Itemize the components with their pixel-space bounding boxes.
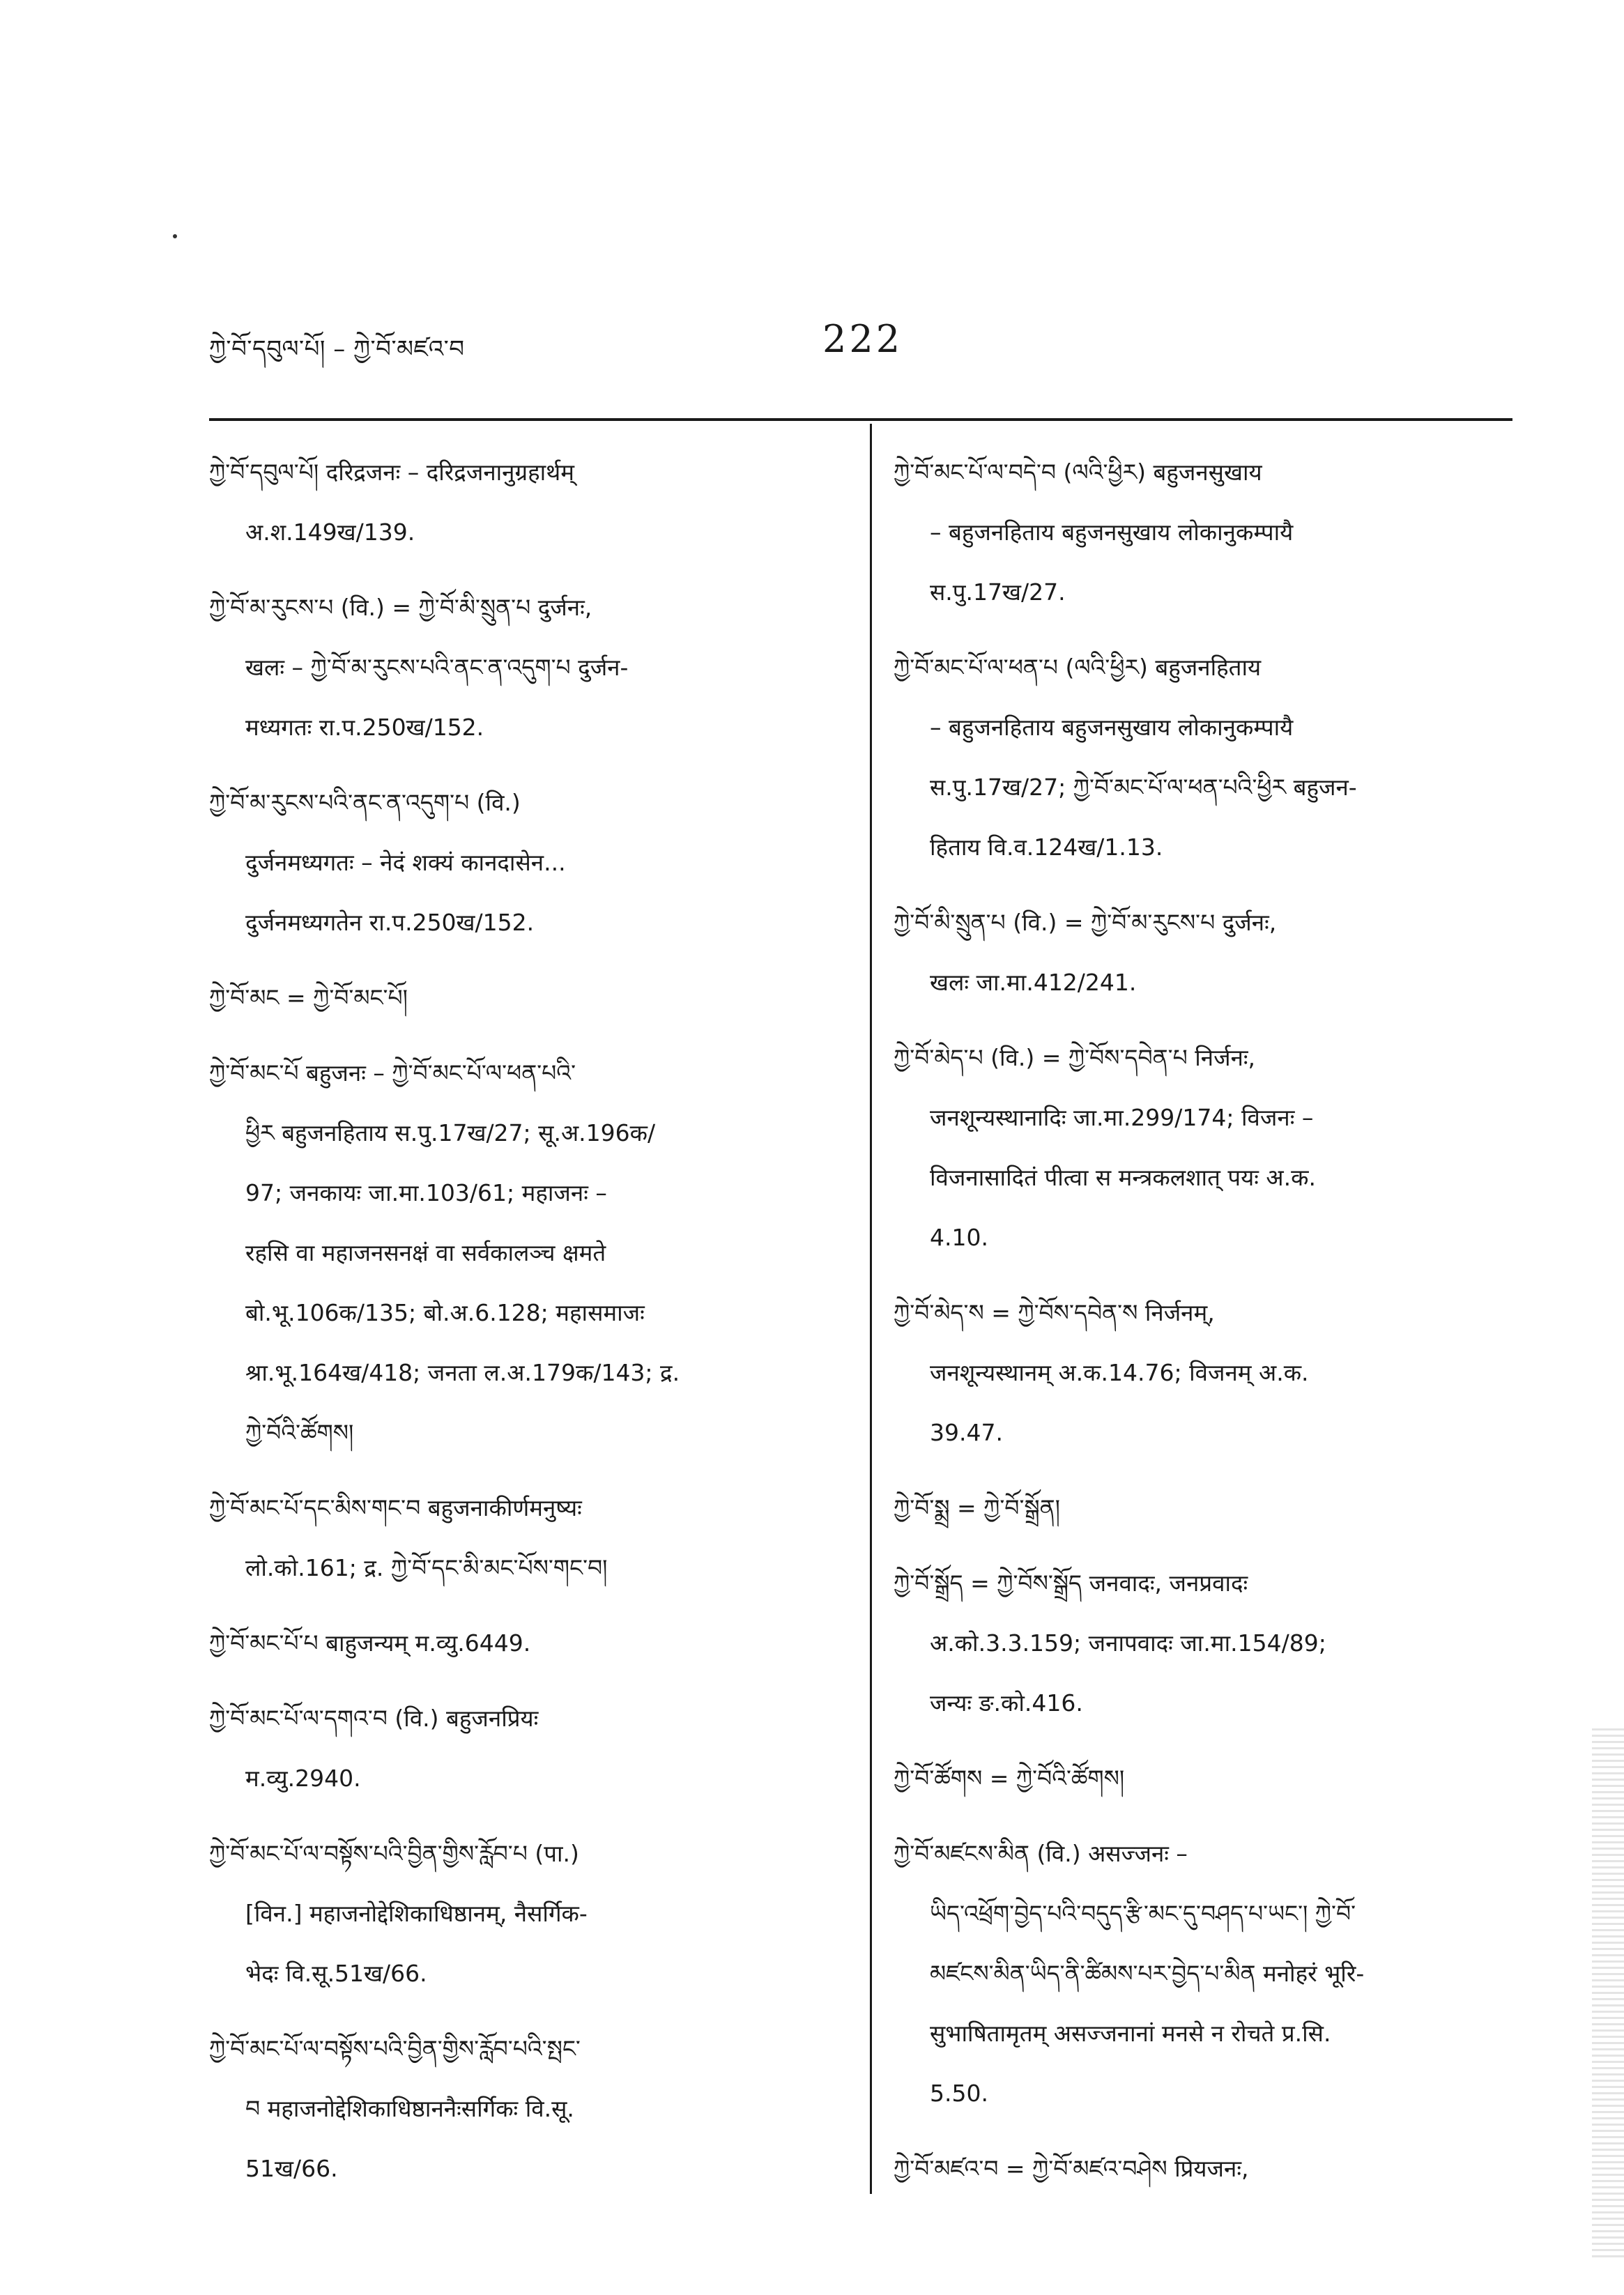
entry-headline: ཀྱེ་བོ་མང་པོ་ལ་བསྟོས་པའི་བྱིན་གྱིས་རློབ་པ (पा.) xyxy=(209,1840,579,1867)
entry-headline: ཀྱེ་བོ་མང་པོ बहुजनः – ཀྱེ་བོ་མང་པོ་ལ་ཕན་པའི་ xyxy=(209,1059,576,1087)
running-head: ཀྱེ་བོ་དབུལ་པོ། – ཀྱེ་བོ་མཛའ་བ xyxy=(209,335,465,363)
entry-headline: ཀྱེ་བོ་སྒྲོད = ཀྱེ་བོས་སྒྲོད जनवादः, जनप्रवादः xyxy=(894,1569,1248,1597)
dictionary-entry xyxy=(209,578,850,758)
entry-headline: ཀྱེ་བོ་མང་པོ་ལ་བདེ་བ (ལའི་ཕྱིར) बहुजनसुखाय xyxy=(894,459,1262,486)
entry-headline: ཀྱེ་བོ་དབུལ་པོ། दरिद्रजनः – दरिद्रजनानुग्रहार्थम् xyxy=(209,459,574,486)
entry-continuation-line: མཛངས་མིན་ཡིད་ནི་ཚིམས་པར་བྱེད་པ་མིན मनोहरं भूरि- xyxy=(930,1960,1365,1987)
entry-continuation-line: खलः – ཀྱེ་བོ་མ་རུངས་པའི་ནང་ན་འདུག་པ दुर्जन- xyxy=(245,654,629,681)
entry-continuation-line: जनशून्यस्थानम् अ.क.14.76; विजनम् अ.क. xyxy=(930,1359,1309,1386)
entry-continuation-line: म.व्यु.2940. xyxy=(245,1765,361,1792)
dictionary-entry xyxy=(209,1689,850,1809)
entry-headline: ཀྱེ་བོ་མ་རུངས་པའི་ནང་ན་འདུག་པ (वि.) xyxy=(209,789,521,816)
entry-headline: ཀྱེ་བོ་མེད་པ (वि.) = ཀྱེ་བོས་དབེན་པ निर्जनः, xyxy=(894,1044,1256,1071)
entry-continuation-line: [विन.] महाजनोद्देशिकाधिष्ठानम्, नैसर्गिक- xyxy=(245,1900,588,1927)
dictionary-entry xyxy=(894,1553,1521,1733)
dictionary-entry xyxy=(209,443,850,562)
entry-continuation-line: ཕྱིར बहुजनहिताय स.पु.17ख/27; सू.अ.196क/ xyxy=(245,1119,656,1146)
right-column xyxy=(894,443,1521,2214)
entry-headline: ཀྱེ་བོ་མང་པོ་ལ་ཕན་པ (ལའི་ཕྱིར) बहुजनहिताय xyxy=(894,654,1262,681)
left-column xyxy=(209,443,850,2214)
entry-headline: ཀྱེ་བོ་མི་སྲུན་པ (वि.) = ཀྱེ་བོ་མ་རུངས་པ दुर्जनः, xyxy=(894,909,1277,936)
entry-continuation-line: ཡིད་འཕྲོག་བྱེད་པའི་བདུད་རྩི་མང་དུ་བཤད་པ་ཡང་། ཀྱེ་བོ་ xyxy=(930,1900,1356,1927)
entry-continuation-line: हिताय वि.व.124ख/1.13. xyxy=(930,834,1163,861)
dictionary-entry xyxy=(894,893,1521,1013)
entry-headline: ཀྱེ་བོ་མཛའ་བ = ཀྱེ་བོ་མཛའ་བཤེས प्रियजनः, xyxy=(894,2155,1249,2182)
entry-continuation-line: स.पु.17ख/27. xyxy=(930,578,1066,606)
entry-headline: ཀྱེ་བོ་མང་པོ་པ बाहुजन्यम् म.व्यु.6449. xyxy=(209,1629,531,1657)
entry-continuation-line: मध्यगतः रा.प.250ख/152. xyxy=(245,714,484,741)
entry-continuation-line: विजनासादितं पीत्वा स मन्त्रकलशात् पयः अ.क. xyxy=(930,1164,1316,1191)
dictionary-entry xyxy=(894,1824,1521,2124)
entry-continuation-line: भेदः वि.सू.51ख/66. xyxy=(245,1960,427,1987)
header-rule xyxy=(209,418,1512,421)
entry-headline: ཀྱེ་བོ་མཛངས་མིན (वि.) असज्जनः – xyxy=(894,1840,1188,1867)
column-divider xyxy=(870,424,872,2194)
entry-continuation-line: 39.47. xyxy=(930,1419,1003,1446)
dictionary-entry xyxy=(209,1613,850,1673)
entry-continuation-line: रहसि वा महाजनसनक्षं वा सर्वकालञ्च क्षमते xyxy=(245,1239,606,1266)
entry-continuation-line: ཀྱེ་བོའི་ཚོགས། xyxy=(245,1419,354,1446)
entry-continuation-line: दुर्जनमध्यगतेन रा.प.250ख/152. xyxy=(245,909,535,936)
entry-headline: ཀྱེ་བོ་མང = ཀྱེ་བོ་མང་པོ། xyxy=(209,984,408,1011)
dictionary-entry xyxy=(209,773,850,953)
dictionary-entry xyxy=(209,1043,850,1463)
dictionary-entry xyxy=(209,968,850,1028)
scan-margin-noise xyxy=(1592,1728,1624,2258)
dictionary-entry xyxy=(894,443,1521,622)
entry-headline: ཀྱེ་བོ་མ་རུངས་པ (वि.) = ཀྱེ་བོ་མི་སྲུན་པ दुर्जनः, xyxy=(209,594,592,621)
entry-continuation-line: अ.को.3.3.159; जनापवादः जा.मा.154/89; xyxy=(930,1629,1326,1657)
entry-continuation-line: जनशून्यस्थानादिः जा.मा.299/174; विजनः – xyxy=(930,1104,1314,1131)
entry-continuation-line: बो.भू.106क/135; बो.अ.6.128; महासमाजः xyxy=(245,1299,645,1326)
entry-headline: ཀྱེ་བོ་མང་པོ་ལ་དགའ་བ (वि.) बहुजनप्रियः xyxy=(209,1705,539,1732)
dictionary-entry xyxy=(894,2139,1521,2199)
entry-continuation-line: खलः जा.मा.412/241. xyxy=(930,969,1137,996)
dictionary-entry xyxy=(894,638,1521,877)
entry-continuation-line: 51ख/66. xyxy=(245,2155,338,2182)
entry-continuation-line: स.पु.17ख/27; ཀྱེ་བོ་མང་པོ་ལ་ཕན་པའི་ཕྱིར बहुजन- xyxy=(930,774,1357,801)
entry-continuation-line: 4.10. xyxy=(930,1224,988,1251)
entry-headline: ཀྱེ་བོ་མང་པོ་ལ་བསྟོས་པའི་བྱིན་གྱིས་རློབ་པའི་སྤང་ xyxy=(209,2035,581,2062)
entry-continuation-line: सुभाषितामृतम् असज्जनानां मनसे न रोचते प्र.सि. xyxy=(930,2020,1331,2047)
entry-continuation-line: श्रा.भू.164ख/418; जनता ल.अ.179क/143; द्र. xyxy=(245,1359,680,1386)
entry-headline: ཀྱེ་བོ་ཚོགས = ཀྱེ་བོའི་ཚོགས། xyxy=(894,1765,1125,1792)
entry-headline: ཀྱེ་བོ་མེད་ས = ཀྱེ་བོས་དབེན་ས निर्जनम्, xyxy=(894,1299,1215,1326)
dictionary-entry xyxy=(209,1824,850,2004)
entry-continuation-line: जन्यः ङ.को.416. xyxy=(930,1689,1083,1717)
entry-continuation-line: दुर्जनमध्यगतः – नेदं शक्यं कानदासेन... xyxy=(245,849,566,876)
entry-headline: ཀྱེ་བོ་མང་པོ་དང་མིས་གང་བ बहुजनाकीर्णमनुष्यः xyxy=(209,1494,582,1521)
dictionary-entry xyxy=(894,1028,1521,1268)
entry-continuation-line: – बहुजनहिताय बहुजनसुखाय लोकानुकम्पायै xyxy=(930,519,1294,546)
entry-continuation-line: བ महाजनोद्देशिकाधिष्ठाननैःसर्गिकः वि.सू. xyxy=(245,2095,574,2122)
dictionary-entry xyxy=(894,1283,1521,1463)
scan-speck xyxy=(173,234,177,238)
entry-continuation-line: 5.50. xyxy=(930,2080,988,2107)
entry-continuation-line: 97; जनकायः जा.मा.103/61; महाजनः – xyxy=(245,1179,607,1206)
entry-headline: ཀྱེ་བོ་སྨྲ = ཀྱེ་བོ་སྒྲོན། xyxy=(894,1494,1061,1521)
entry-continuation-line: अ.श.149ख/139. xyxy=(245,519,415,546)
dictionary-entry xyxy=(894,1749,1521,1809)
dictionary-entry xyxy=(209,1478,850,1598)
page-number: 222 xyxy=(822,317,903,361)
dictionary-entry xyxy=(894,1478,1521,1538)
entry-continuation-line: लो.को.161; द्र. ཀྱེ་བོ་དང་མི་མང་པོས་གང་བ། xyxy=(245,1554,608,1581)
dictionary-entry xyxy=(209,2019,850,2199)
entry-continuation-line: – बहुजनहिताय बहुजनसुखाय लोकानुकम्पायै xyxy=(930,714,1294,741)
